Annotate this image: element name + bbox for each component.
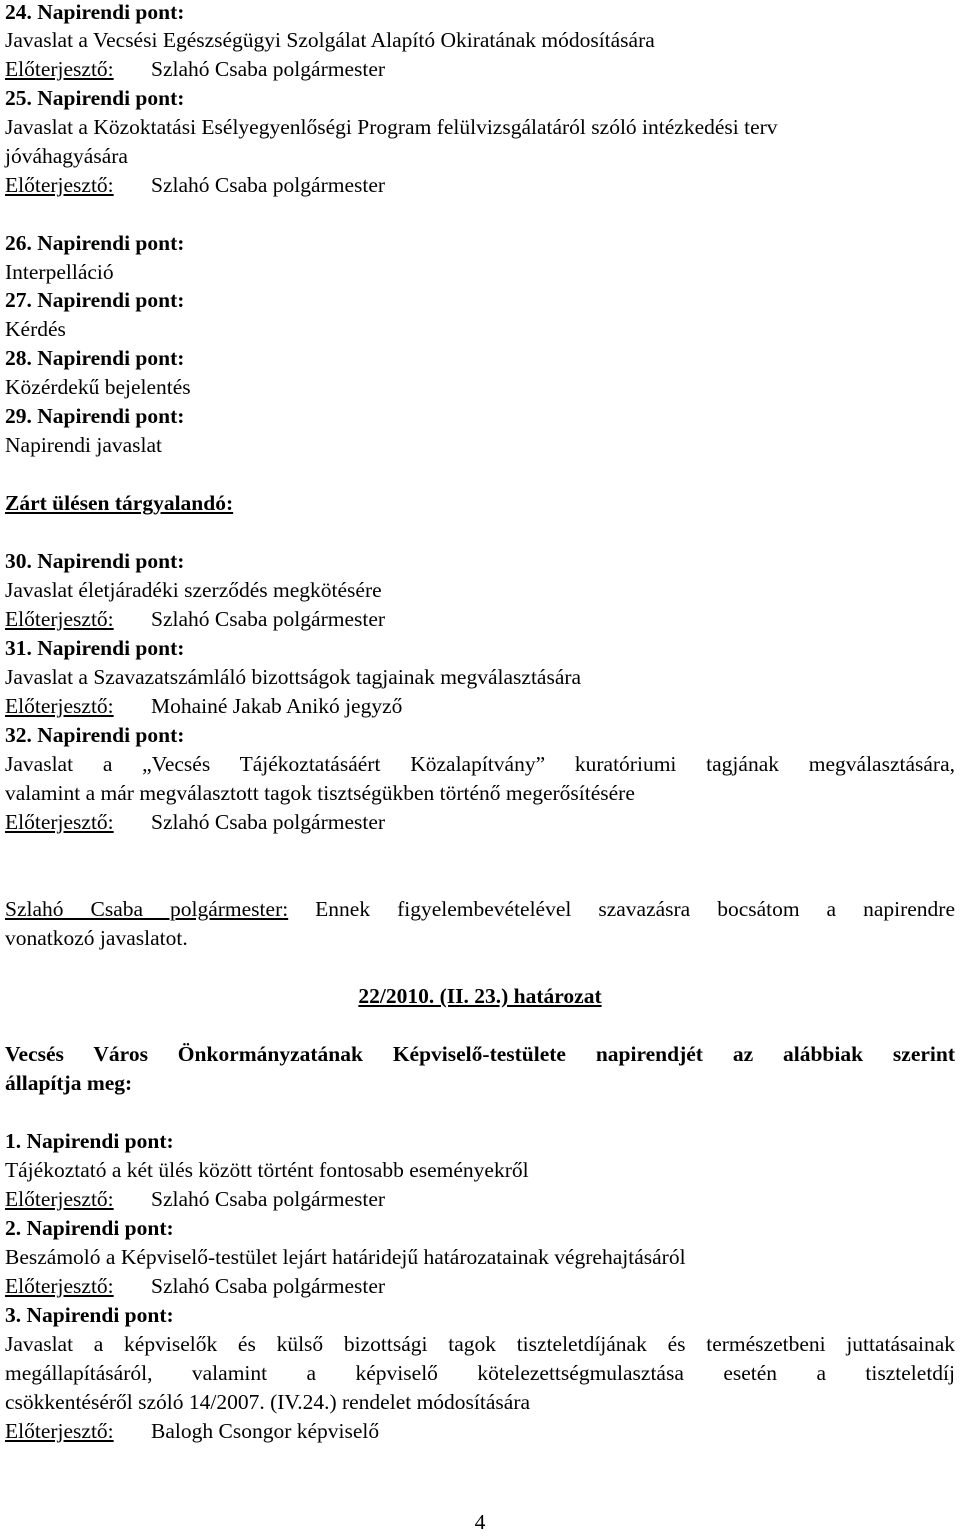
- resolution-title-row: [0, 986, 960, 1008]
- presenter-label: Előterjesztő:: [5, 1274, 114, 1298]
- presenter-label: Előterjesztő:: [5, 1187, 114, 1211]
- agenda-item-31-heading: 31. Napirendi pont:: [5, 636, 185, 660]
- adopted-item-3-presenter-row: [5, 1421, 379, 1443]
- presenter-label: Előterjesztő:: [5, 173, 114, 197]
- resolution-title: 22/2010. (II. 23.) határozat: [358, 984, 602, 1008]
- speech-line2: vonatkozó javaslatot.: [5, 926, 188, 950]
- agenda-item-24-title: Javaslat a Vecsési Egészségügyi Szolgálat Alapító Okiratának módosítására: [5, 28, 655, 52]
- presenter-name: Szlahó Csaba polgármester: [151, 810, 386, 834]
- agenda-item-30-presenter-row: [5, 609, 385, 631]
- adopted-item-2-title: Beszámoló a Képviselő-testület lejárt határidejű határozatainak végrehajtásáról: [5, 1245, 686, 1269]
- presenter-name: Szlahó Csaba polgármester: [151, 57, 386, 81]
- resolution-statement-line1: Vecsés Város Önkormányzatának Képviselő-testülete napirendjét az alábbiak szerint: [5, 1042, 955, 1066]
- agenda-item-24-presenter-row: [5, 59, 385, 81]
- agenda-item-32-presenter-row: [5, 812, 385, 834]
- adopted-item-3-title-line1: Javaslat a képviselők és külső bizottsági tagok tiszteletdíjának és természetbeni juttatásainak: [5, 1332, 955, 1356]
- speech-line1: [5, 899, 955, 921]
- presenter-label: Előterjesztő:: [5, 694, 114, 718]
- speaker-name: Szlahó Csaba polgármester:: [5, 897, 289, 921]
- agenda-item-28-title: Közérdekű bejelentés: [5, 375, 191, 399]
- adopted-item-1-presenter-row: [5, 1189, 385, 1211]
- agenda-item-30-title: Javaslat életjáradéki szerződés megkötésére: [5, 578, 382, 602]
- presenter-name: Szlahó Csaba polgármester: [151, 607, 386, 631]
- page-number: 4: [474, 1510, 486, 1534]
- presenter-name: Szlahó Csaba polgármester: [151, 1274, 386, 1298]
- adopted-item-3-title-line3: csökkentéséről szóló 14/2007. (IV.24.) rendelet módosítására: [5, 1390, 531, 1414]
- speech-text: Ennek figyelembevételével szavazásra bocsátom a napirendre: [315, 897, 955, 921]
- agenda-item-25-title-line1: Javaslat a Közoktatási Esélyegyenlőségi Program felülvizsgálatáról szóló intézkedési terv: [5, 115, 778, 139]
- adopted-item-3-title-line2: megállapításáról, valamint a képviselő kötelezettségmulasztása esetén a tiszteletdíj: [5, 1361, 955, 1385]
- adopted-item-1-heading: 1. Napirendi pont:: [5, 1129, 174, 1153]
- agenda-item-25-heading: 25. Napirendi pont:: [5, 86, 185, 110]
- presenter-label: Előterjesztő:: [5, 57, 114, 81]
- agenda-item-26-title: Interpelláció: [5, 260, 114, 284]
- agenda-item-30-heading: 30. Napirendi pont:: [5, 549, 185, 573]
- agenda-item-28-heading: 28. Napirendi pont:: [5, 346, 185, 370]
- adopted-item-2-heading: 2. Napirendi pont:: [5, 1216, 174, 1240]
- agenda-item-32-title-line2: valamint a már megválasztott tagok tisztségükben történő megerősítésére: [5, 781, 635, 805]
- presenter-label: Előterjesztő:: [5, 1419, 114, 1443]
- agenda-item-32-heading: 32. Napirendi pont:: [5, 723, 185, 747]
- presenter-label: Előterjesztő:: [5, 810, 114, 834]
- presenter-name: Balogh Csongor képviselő: [151, 1419, 380, 1443]
- adopted-item-3-heading: 3. Napirendi pont:: [5, 1303, 174, 1327]
- adopted-item-2-presenter-row: [5, 1276, 385, 1298]
- closed-session-heading: Zárt ülésen tárgyalandó:: [5, 491, 234, 515]
- agenda-item-24-heading: 24. Napirendi pont:: [5, 0, 185, 24]
- agenda-item-26-heading: 26. Napirendi pont:: [5, 231, 185, 255]
- agenda-item-27-heading: 27. Napirendi pont:: [5, 288, 185, 312]
- resolution-statement-line2: állapítja meg:: [5, 1071, 133, 1095]
- adopted-item-1-title: Tájékoztató a két ülés között történt fontosabb eseményekről: [5, 1158, 529, 1182]
- agenda-item-31-presenter-row: [5, 696, 402, 718]
- agenda-item-32-title-line1: Javaslat a „Vecsés Tájékoztatásáért Közalapítvány” kuratóriumi tagjának megválasztására,: [5, 752, 955, 776]
- agenda-item-25-presenter-row: [5, 175, 385, 197]
- agenda-item-27-title: Kérdés: [5, 317, 66, 341]
- agenda-item-29-title: Napirendi javaslat: [5, 433, 163, 457]
- agenda-item-31-title: Javaslat a Szavazatszámláló bizottságok tagjainak megválasztására: [5, 665, 582, 689]
- presenter-name: Szlahó Csaba polgármester: [151, 173, 386, 197]
- agenda-item-29-heading: 29. Napirendi pont:: [5, 404, 185, 428]
- presenter-name: Szlahó Csaba polgármester: [151, 1187, 386, 1211]
- agenda-item-25-title-line2: jóváhagyására: [5, 144, 128, 168]
- presenter-label: Előterjesztő:: [5, 607, 114, 631]
- presenter-name: Mohainé Jakab Anikó jegyző: [151, 694, 403, 718]
